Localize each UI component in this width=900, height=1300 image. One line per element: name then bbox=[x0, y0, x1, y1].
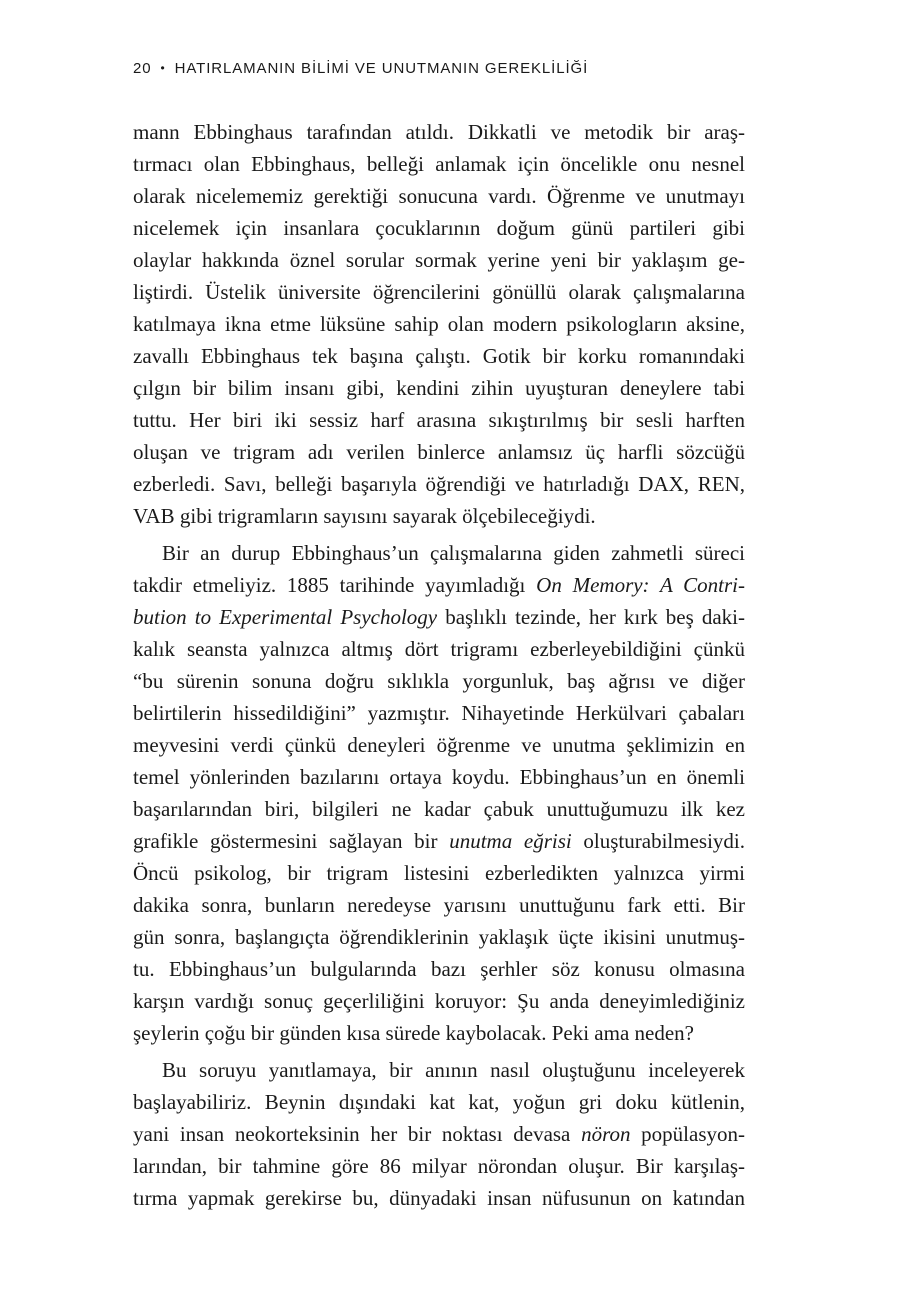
text-line bbox=[133, 404, 745, 436]
text-line bbox=[133, 825, 745, 857]
text-segment: “bu sürenin sonuna doğru sıklıkla yorgunluk, baş ağrısı ve diğer bbox=[133, 669, 745, 693]
text-segment: olaylar hakkında öznel sorular sormak yerine yeni bir yaklaşım ge- bbox=[133, 248, 745, 272]
text-segment: tuttu. Her biri iki sessiz harf arasına sıkıştırılmış bir sesli harften bbox=[133, 408, 745, 432]
text-line bbox=[133, 340, 745, 372]
text-line bbox=[133, 500, 745, 532]
paragraph bbox=[133, 1054, 745, 1214]
running-title: HATIRLAMANIN BİLİMİ VE UNUTMANIN GEREKLİLİĞİ bbox=[174, 60, 589, 77]
text-line bbox=[133, 308, 745, 340]
text-line bbox=[133, 697, 745, 729]
text-line bbox=[133, 212, 745, 244]
text-line bbox=[133, 537, 745, 569]
text-segment: çılgın bir bilim insanı gibi, kendini zihin uyuşturan deneylere tabi bbox=[133, 376, 745, 400]
text-line bbox=[133, 372, 745, 404]
text-segment: başlıklı tezinde, her kırk beş daki- bbox=[437, 605, 745, 629]
text-line bbox=[133, 729, 745, 761]
text-segment: meyvesini verdi çünkü deneyleri öğrenme ve unutma şeklimizin en bbox=[133, 733, 745, 757]
page-number: 20 bbox=[133, 60, 152, 77]
text-segment: takdir etmeliyiz. 1885 tarihinde yayımladığı bbox=[133, 573, 537, 597]
text-segment: tu. Ebbinghaus’un bulgularında bazı şerhler söz konusu olmasına bbox=[133, 957, 745, 981]
text-line bbox=[133, 276, 745, 308]
text-segment: tırmacı olan Ebbinghaus, belleği anlamak için öncelikle onu nesnel bbox=[133, 152, 745, 176]
text-segment: nicelemek için insanlara çocuklarının doğum günü partileri gibi bbox=[133, 216, 745, 240]
text-segment: başlayabiliriz. Beynin dışındaki kat kat, yoğun gri doku kütlenin, bbox=[133, 1090, 745, 1114]
text-segment: larından, bir tahmine göre 86 milyar nörondan oluşur. Bir karşılaş- bbox=[133, 1154, 745, 1178]
italic-text: unutma eğrisi bbox=[449, 829, 572, 853]
text-segment: karşın vardığı sonuç geçerliliğini koruyor: Şu anda deneyimlediğiniz bbox=[133, 989, 745, 1013]
text-line bbox=[133, 148, 745, 180]
text-line bbox=[133, 1118, 745, 1150]
text-segment: grafikle göstermesini sağlayan bir bbox=[133, 829, 450, 853]
text-line bbox=[133, 1054, 745, 1086]
text-line bbox=[133, 921, 745, 953]
italic-text: On Memory: A Contri- bbox=[536, 573, 745, 597]
paragraph bbox=[133, 537, 745, 1049]
body-text bbox=[133, 116, 745, 1214]
text-segment: temel yönlerinden bazılarını ortaya koydu. Ebbinghaus’un en önemli bbox=[133, 765, 745, 789]
running-header bbox=[133, 60, 588, 77]
text-segment: liştirdi. Üstelik üniversite öğrencilerini gönüllü olarak çalışmalarına bbox=[133, 280, 745, 304]
text-line bbox=[133, 985, 745, 1017]
text-segment: Bu soruyu yanıtlamaya, bir anının nasıl oluştuğunu inceleyerek bbox=[162, 1058, 745, 1082]
text-line bbox=[133, 953, 745, 985]
text-line bbox=[133, 761, 745, 793]
text-segment: zavallı Ebbinghaus tek başına çalıştı. Gotik bir korku romanındaki bbox=[133, 344, 745, 368]
text-segment: katılmaya ikna etme lüksüne sahip olan modern psikologların aksine, bbox=[133, 312, 745, 336]
text-line bbox=[133, 436, 745, 468]
text-line bbox=[133, 601, 745, 633]
text-segment: Bir an durup Ebbinghaus’un çalışmalarına giden zahmetli süreci bbox=[162, 541, 745, 565]
text-line bbox=[133, 1017, 745, 1049]
text-segment: tırma yapmak gerekirse bu, dünyadaki insan nüfusunun on katından bbox=[133, 1186, 745, 1210]
text-line bbox=[133, 889, 745, 921]
italic-text: nöron bbox=[581, 1122, 631, 1146]
text-line bbox=[133, 633, 745, 665]
header-bullet: • bbox=[160, 61, 166, 75]
text-line bbox=[133, 180, 745, 212]
text-line bbox=[133, 1182, 745, 1214]
text-line bbox=[133, 569, 745, 601]
text-segment: popülasyon- bbox=[630, 1122, 745, 1146]
text-segment: kalık seansta yalnızca altmış dört trigramı ezberleyebildiğini çünkü bbox=[133, 637, 745, 661]
italic-text: bution to Experimental Psychology bbox=[133, 605, 438, 629]
text-segment: olarak nicelememiz gerektiği sonucuna vardı. Öğrenme ve unutmayı bbox=[133, 184, 745, 208]
text-segment: ezberledi. Savı, belleği başarıyla öğrendiği ve hatırladığı DAX, REN, bbox=[133, 472, 745, 496]
text-segment: şeylerin çoğu bir günden kısa sürede kaybolacak. Peki ama neden? bbox=[133, 1021, 694, 1045]
text-segment: VAB gibi trigramların sayısını sayarak ölçebileceğiydi. bbox=[133, 504, 596, 528]
text-line bbox=[133, 1086, 745, 1118]
text-segment: yani insan neokorteksinin her bir noktası devasa bbox=[133, 1122, 582, 1146]
text-line bbox=[133, 116, 745, 148]
text-segment: belirtilerin hissedildiğini” yazmıştır. Nihayetinde Herkülvari çabaları bbox=[133, 701, 745, 725]
text-segment: başarılarından biri, bilgileri ne kadar çabuk unuttuğumuzu ilk kez bbox=[133, 797, 745, 821]
text-line bbox=[133, 1150, 745, 1182]
paragraph bbox=[133, 116, 745, 532]
text-segment: gün sonra, başlangıçta öğrendiklerinin yaklaşık üçte ikisini unutmuş- bbox=[133, 925, 745, 949]
text-segment: oluşturabilmesiydi. bbox=[571, 829, 745, 853]
text-segment: mann Ebbinghaus tarafından atıldı. Dikkatli ve metodik bir araş- bbox=[133, 120, 745, 144]
text-line bbox=[133, 793, 745, 825]
text-line bbox=[133, 857, 745, 889]
text-line bbox=[133, 468, 745, 500]
text-line bbox=[133, 244, 745, 276]
text-segment: dakika sonra, bunların neredeyse yarısını unuttuğunu fark etti. Bir bbox=[133, 893, 745, 917]
text-segment: oluşan ve trigram adı verilen binlerce anlamsız üç harfli sözcüğü bbox=[133, 440, 745, 464]
text-segment: Öncü psikolog, bir trigram listesini ezberledikten yalnızca yirmi bbox=[133, 861, 745, 885]
text-line bbox=[133, 665, 745, 697]
